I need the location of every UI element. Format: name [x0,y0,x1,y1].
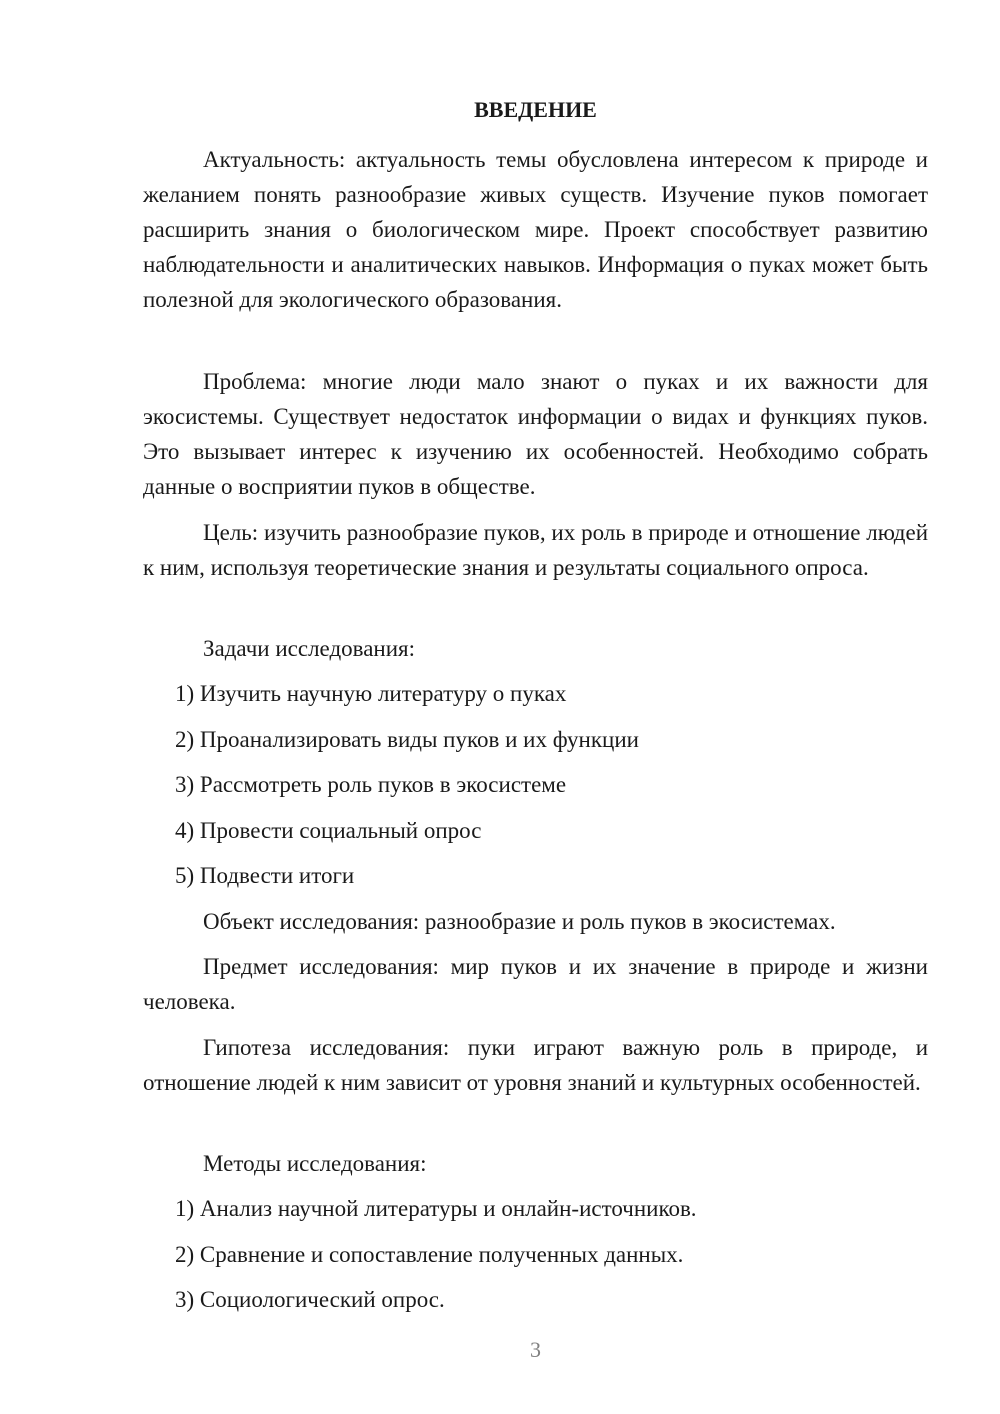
methods-heading: Методы исследования: [203,1151,427,1176]
relevance-paragraph: Актуальность: актуальность темы обусловлена интересом к природе и желанием понять разнообразие живых существ. Изучение пуков помогает расширить знания о биологическом мире. Проект способствует развитию наблюдательности и аналитических навыков. Информация о пуках может быть полезной для экологического образования. [143,147,928,312]
subject-paragraph: Предмет исследования: мир пуков и их значение в природе и жизни человека. [143,954,928,1014]
list-item: 2) Проанализировать виды пуков и их функции [175,727,639,752]
tasks-heading: Задачи исследования: [203,636,416,661]
page-number: 3 [530,1337,541,1362]
list-item: 3) Рассмотреть роль пуков в экосистеме [175,772,567,797]
list-item: 5) Подвести итоги [175,863,355,888]
goal-paragraph: Цель: изучить разнообразие пуков, их роль в природе и отношение людей к ним, используя теоретические знания и результаты социального опроса. [143,520,928,580]
list-item: 2) Сравнение и сопоставление полученных данных. [175,1242,684,1267]
list-item: 4) Провести социальный опрос [175,818,482,843]
page-title: ВВЕДЕНИЕ [474,97,597,122]
list-item: 1) Изучить научную литературу о пуках [175,681,567,706]
problem-paragraph: Проблема: многие люди мало знают о пуках и их важности для экосистемы. Существует недостаток информации о видах и функциях пуков. Это вызывает интерес к изучению их особенностей. Необходимо собрать данные о восприятии пуков в обществе. [143,369,928,499]
object-paragraph: Объект исследования: разнообразие и роль пуков в экосистемах. [203,909,836,934]
list-item: 1) Анализ научной литературы и онлайн-источников. [175,1196,697,1221]
hypothesis-paragraph: Гипотеза исследования: пуки играют важную роль в природе, и отношение людей к ним зависит от уровня знаний и культурных особенностей. [143,1035,928,1095]
list-item: 3) Социологический опрос. [175,1287,445,1312]
